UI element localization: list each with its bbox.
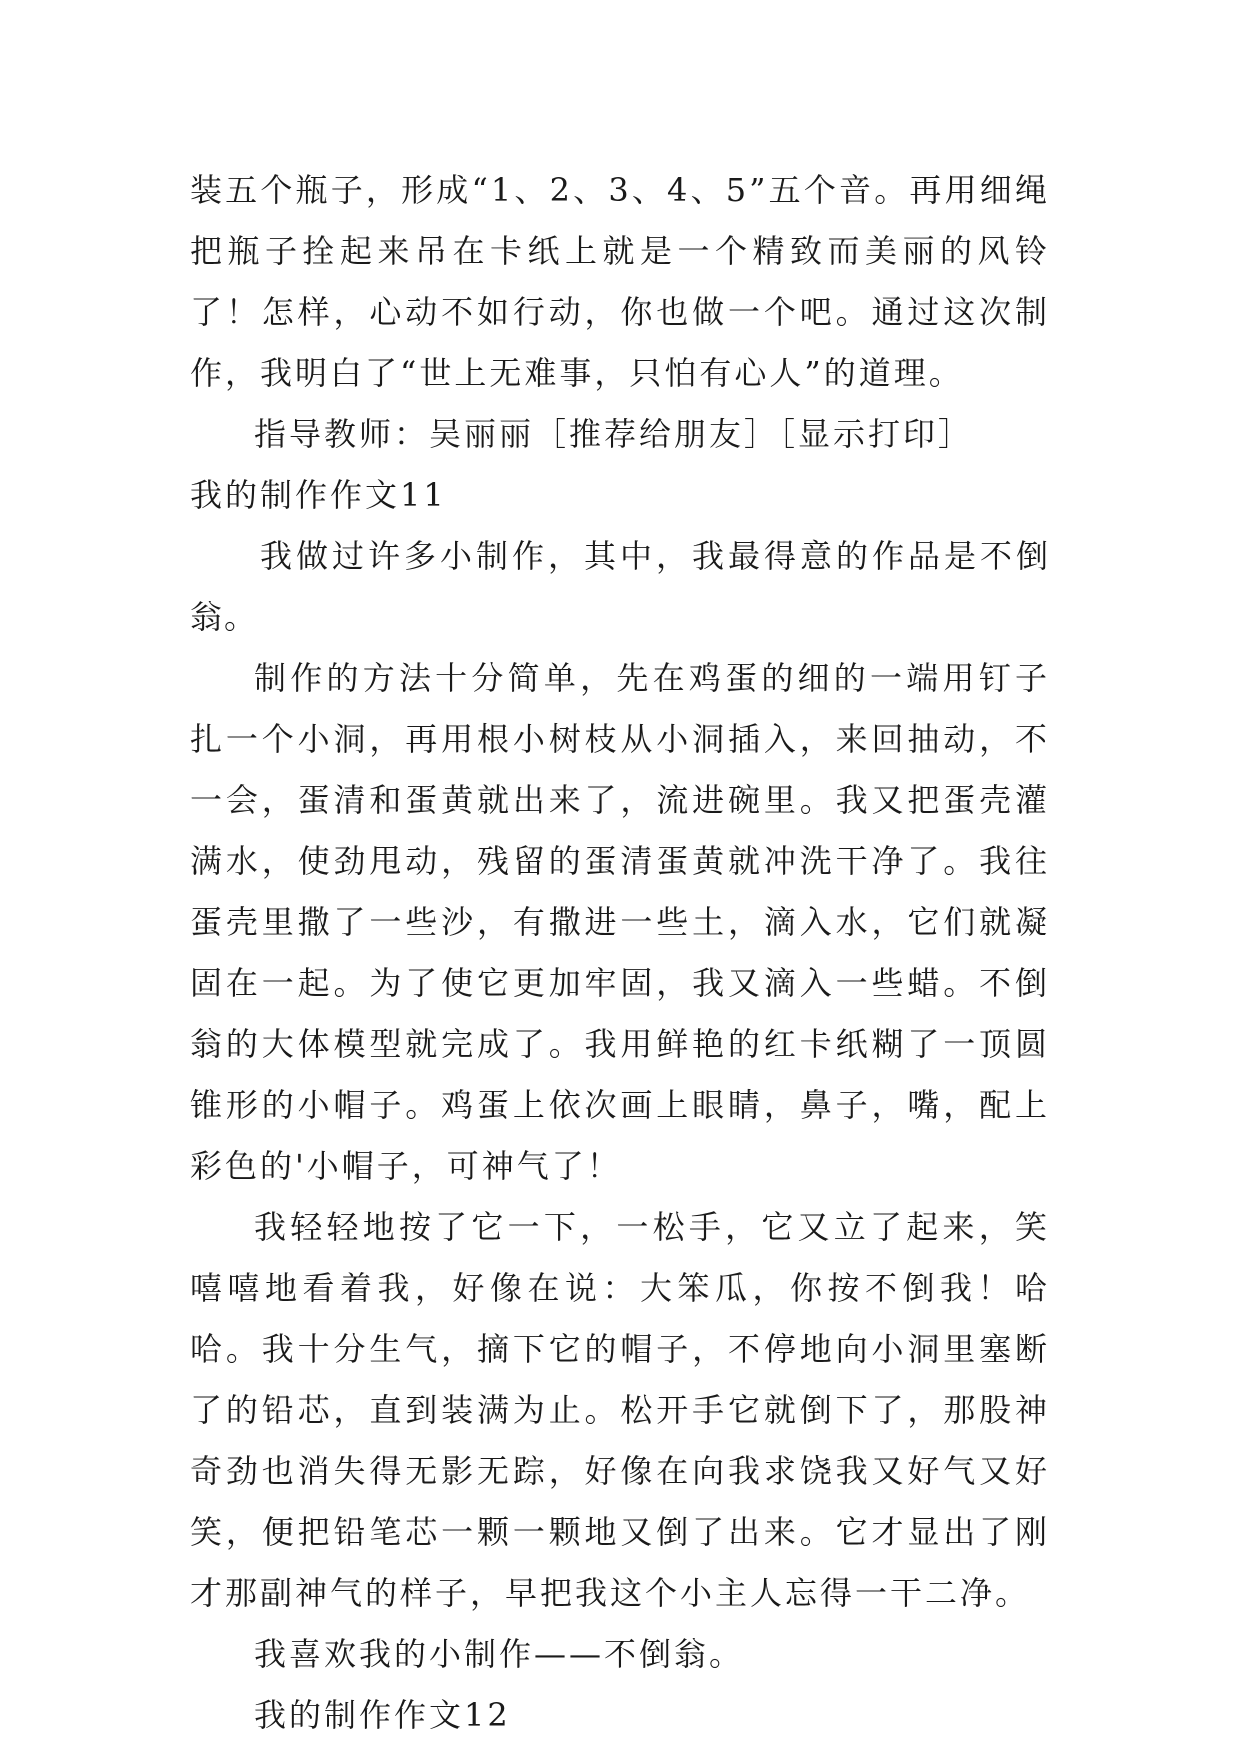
paragraph-method: 制作的方法十分简单，先在鸡蛋的细的一端用钉子扎一个小洞，再用根小树枝从小洞插入，来回抽动，不一会，蛋清和蛋黄就出来了，流进碗里。我又把蛋壳灌满水，使劲甩动，残留的蛋清蛋黄就冲洗干净了。我往蛋壳里撒了一些沙，有撒进一些土，滴入水，它们就凝固在一起。为了使它更加牢固，我又滴入一些蜡。不倒翁的大体模型就完成了。我用鲜艳的红卡纸糊了一顶圆锥形的小帽子。鸡蛋上依次画上眼睛，鼻子，嘴，配上彩色的'小帽子，可神气了！ [190, 659, 1050, 1185]
teacher-credit-line: 指导教师：吴丽丽［推荐给朋友］［显示打印］ [254, 415, 974, 453]
essay-title-12: 我的制作作文12 [254, 1696, 511, 1734]
paragraph-intro: 我做过许多小制作，其中，我最得意的作品是不倒翁。 [190, 537, 1050, 636]
essay-title-11: 我的制作作文11 [190, 476, 447, 514]
paragraph-play: 我轻轻地按了它一下，一松手，它又立了起来，笑嘻嘻地看着我，好像在说：大笨瓜，你按不倒我！哈哈。我十分生气，摘下它的帽子，不停地向小洞里塞断了的铅芯，直到装满为止。松开手它就倒下了，那股神奇劲也消失得无影无踪，好像在向我求饶我又好气又好笑，便把铅笔芯一颗一颗地又倒了出来。它才显出了刚才那副神气的样子，早把我这个小主人忘得一干二净。 [190, 1208, 1050, 1612]
document-body [190, 160, 1050, 1746]
paragraph-conclusion: 我喜欢我的小制作——不倒翁。 [254, 1635, 745, 1673]
paragraph-wind-chime-ending: 装五个瓶子，形成“1、2、3、4、5”五个音。再用细绳把瓶子拴起来吊在卡纸上就是一个精致而美丽的风铃了！怎样，心动不如行动，你也做一个吧。通过这次制作，我明白了“世上无难事，只怕有心人”的道理。 [190, 171, 1050, 392]
